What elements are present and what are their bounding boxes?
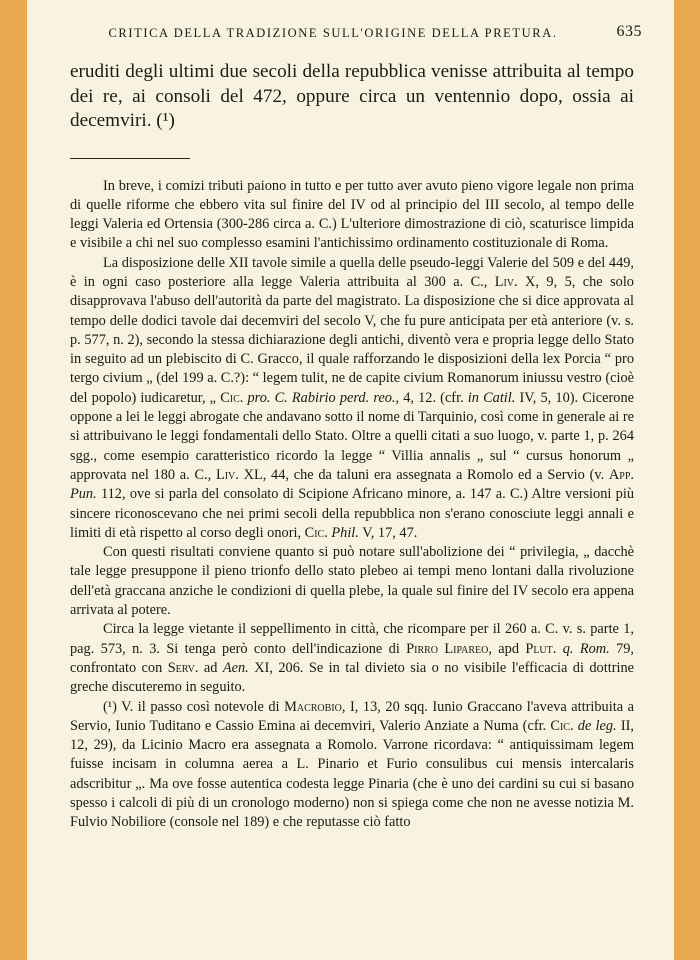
footnotes: [70, 177, 634, 833]
note-paragraph: [70, 543, 634, 620]
work-title: in Catil.: [467, 389, 516, 406]
footnote-divider: [70, 158, 190, 159]
text-segment: 79, confrontato con: [70, 640, 634, 676]
work-title: Aen.: [222, 659, 249, 676]
note-paragraph: [70, 620, 634, 697]
author-name: Cic.: [550, 717, 574, 734]
author-name: Cic.: [304, 524, 328, 541]
author-name: Pirro Lipareo: [406, 640, 489, 657]
book-page: [27, 0, 674, 960]
author-name: Serv.: [167, 659, 199, 676]
author-name: Macrobio: [284, 698, 342, 715]
work-title: de leg.: [577, 717, 617, 734]
text-segment: XL, 44, che da taluni era assegnata a Romolo ed a Servio (v.: [238, 466, 609, 483]
author-name: Liv.: [494, 273, 518, 290]
text-segment: , apd: [488, 640, 526, 657]
note-paragraph: [70, 698, 634, 833]
running-title: CRITICA DELLA TRADIZIONE SULL'ORIGINE DELLA PRETURA.: [108, 26, 558, 40]
main-text: [70, 60, 634, 134]
author-name: Plut.: [525, 640, 557, 657]
work-title: pro. C. Rabirio perd. reo.: [247, 389, 396, 406]
text-segment: XI, 206. Se in tal divieto sia o no visibile l'efficacia di dottrine greche discuteremo in seguito.: [70, 659, 635, 696]
author-name: Cic.: [220, 389, 244, 406]
text-segment: La disposizione delle XII tavole simile a quella delle pseudo-leggi Valerie del 509 e del 449, è in ogni caso posteriore alla legge Valeria attribuita al 300 a. C.,: [70, 254, 634, 290]
text-segment: In breve, i comizi tributi paiono in tutto e per tutto aver avuto pieno vigore legale non prima di quelle riforme che ebbero vita sul finire del IV od al principio del III secolo, al tempo delle leggi Valeria ed Ortensia (300-286 circa a. C.) L'ulteriore dimostrazione di ciò, scaturisce limpida e visibile a chi nel suo complesso esamini l'antichissimo ordinamento costituzionale di Roma.: [70, 177, 634, 252]
author-name: Liv.: [215, 466, 239, 483]
work-title: q. Rom.: [562, 640, 610, 657]
text-segment: (¹) V. il passo così notevole di: [103, 698, 285, 715]
text-segment: V, 17, 47.: [358, 524, 418, 541]
work-title: Phil.: [331, 524, 359, 541]
work-title: Pun.: [70, 486, 97, 503]
author-name: App.: [608, 466, 634, 483]
text-segment: , 4, 12. (cfr.: [395, 389, 468, 406]
text-segment: X, 9, 5, che solo disapprovava l'abuso dell'autorità da parte del magistrato. La disposizione che si dice approvata al tempo delle dodici tavole dai decemviri del secolo V, che fu pure anticipata per età anteriore (v. s. p. 577, n. 2), secondo la stessa dichiarazione degli antichi, diventò vera e propria legge dello Stato in seguito ad un plebiscito di C. Gracco, il quale rafforzando le disposizioni della lex Porcia “ pro tergo civium „ (del 199 a. C.?): “ legem tulit, ne de capite civium Romanorum iniussu vestro (cioè del popolo) iudicaretur, „: [70, 273, 634, 406]
page-number: 635: [616, 23, 642, 40]
text-segment: 112, ove si parla del consolato di Scipione Africano minore, a. 147 a. C.) Altre versioni più sincere riconoscevano che nei primi secoli della repubblica non s'erano conosciute leggi annali e limiti di età rispetto al corso degli onori,: [70, 486, 634, 541]
text-segment: II, 12, 29), da Licinio Macro era assegnata a Romolo. Varrone ricordava: “ antiquissimam legem fuisse incisam in columna aerea a L. Pinario et Furio consulibus cui mensis intercalaris adscribitur „. Ma ove fosse autentica codesta legge Pinaria (che è uno dei cardini su cui si basano spesso i calcoli di più di un cronologo moderno) non si spiega come che non ne avesse notizia M. Fulvio Nobiliore (console nel 189) e che reputasse ciò fatto: [70, 717, 634, 831]
text-segment: ad: [198, 659, 223, 676]
note-paragraph: [70, 177, 634, 254]
running-head: [70, 23, 642, 50]
text-segment: , I, 13, 20 sqq. Iunio Graccano l'aveva attribuita a Servio, Iunio Tuditano e Cassio Emina ai decemviri, Valerio Anziate a Numa (cfr.: [70, 698, 634, 734]
main-paragraph: eruditi degli ultimi due secoli della repubblica venisse attribuita al tempo dei re, ai consoli del 472, oppure circa un ventennio dopo, ossia ai decemviri. (¹): [70, 61, 634, 131]
text-segment: IV, 5, 10). Cicerone oppone a lei le leggi abrogate che andavano sotto il nome di Tarquinio, così come in generale ai re si attribuivano le leggi fondamentali dello Stato. Oltre a quelli citati a suo luogo, v. parte 1, p. 264 sgg., come esempio caratteristico ricordo la legge “ Villia annalis „ sul “ cursus honorum „ approvata nel 180 a. C.,: [70, 389, 635, 483]
text-segment: Con questi risultati conviene quanto si può notare sull'abolizione dei “ privilegia, „ dacchè tale legge presuppone il pieno trionfo dello stato plebeo ai tempi meno lontani dalla rivoluzione dell'età graccana anziche le condizioni di quella plebe, la quale sul finire del IV secolo era appena arrivata al potere.: [70, 544, 634, 619]
text-segment: Circa la legge vietante il seppellimento in città, che ricompare per il 260 a. C. v. s. parte 1, pag. 573, n. 3. Si tenga però conto dell'indicazione di: [70, 621, 634, 657]
note-paragraph: [70, 254, 634, 543]
